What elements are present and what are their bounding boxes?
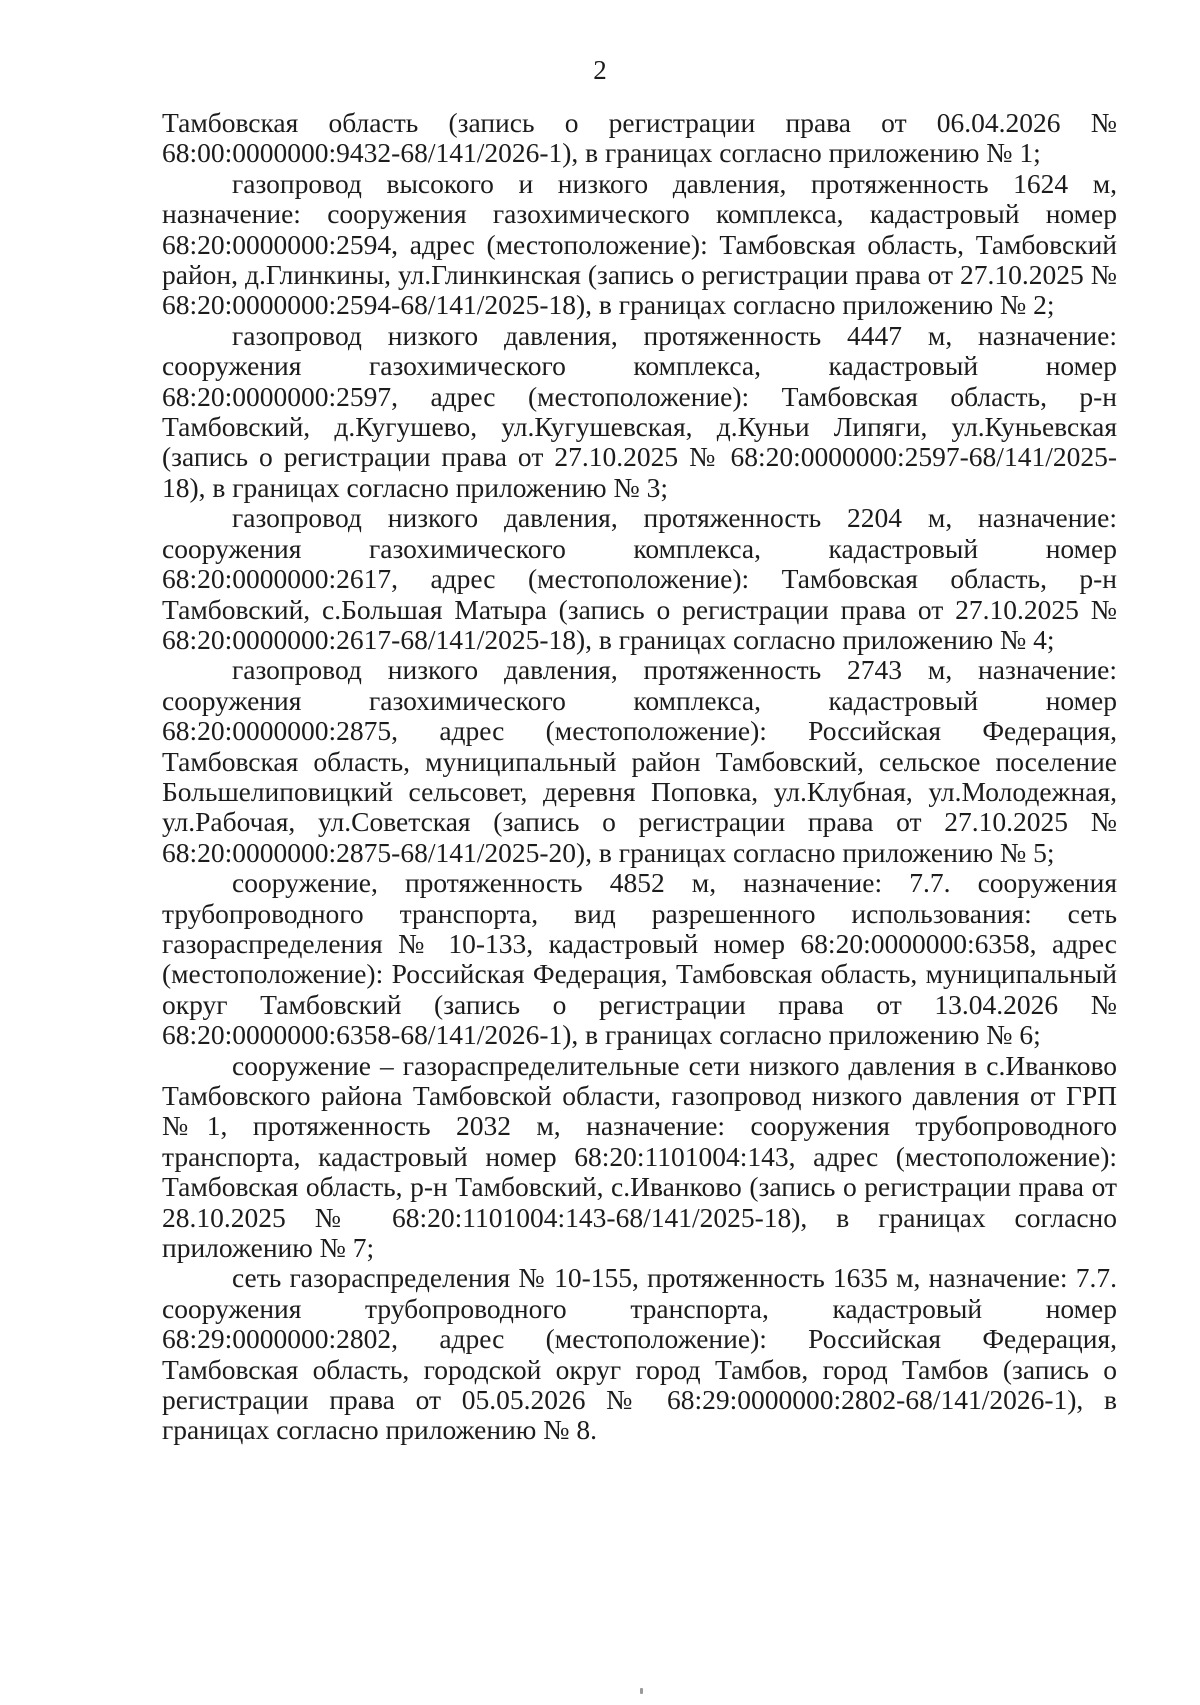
document-paragraph: сооружение – газораспределительные сети низкого давления в с.Иванково Тамбовского района Тамбовской области, газопровод низкого давления от ГРП №1, протяженность 2032 м, назначение: сооружения трубопроводного транспорта, кадастровый номер 68:20:1101004:143, адрес (местоположение): Тамбовская область, р-н Тамбовский, с.Иванково (запись о регистрации права от 28.10.2025 № 68:20:1101004:143-68/141/2025-18), в границах согласно приложению № 7; (162, 1049, 1117, 1264)
document-paragraph: Тамбовская область (запись о регистрации права от 06.04.2026 № 68:00:0000000:9432-68/141/2026-1), в границах согласно приложению № 1; (162, 107, 1117, 169)
document-paragraph: газопровод высокого и низкого давления, протяженность 1624 м, назначение: сооружения газохимического комплекса, кадастровый номер 68:20:0000000:2594, адрес (местоположение): Тамбовская область, Тамбовский район, д.Глинкины, ул.Глинкинская (запись о регистрации права от 27.10.2025 № 68:20:0000000:2594-68/141/2025-18), в границах согласно приложению № 2; (162, 167, 1117, 321)
document-paragraph: газопровод низкого давления, протяженность 4447 м, назначение: сооружения газохимического комплекса, кадастровый номер 68:20:0000000:2597, адрес (местоположение): Тамбовская область, р-н Тамбовский, д.Кугушево, ул.Кугушевская, д.Куньи Липяги, ул.Куньевская (запись о регистрации права от 27.10.2025 № 68:20:0000000:2597-68/141/2025-18), в границах согласно приложению № 3; (162, 319, 1117, 503)
document-paragraph: газопровод низкого давления, протяженность 2743 м, назначение: сооружения газохимического комплекса, кадастровый номер 68:20:0000000:2875, адрес (местоположение): Российская Федерация, Тамбовская область, муниципальный район Тамбовский, сельское поселение Большелиповицкий сельсовет, деревня Поповка, ул.Клубная, ул.Молодежная, ул.Рабочая, ул.Советская (запись о регистрации права от 27.10.2025 № 68:20:0000000:2875-68/141/2025-20), в границах согласно приложению № 5; (162, 654, 1117, 868)
document-paragraph: газопровод низкого давления, протяженность 2204 м, назначение: сооружения газохимического комплекса, кадастровый номер 68:20:0000000:2617, адрес (местоположение): Тамбовская область, р-н Тамбовский, с.Большая Матыра (запись о регистрации права от 27.10.2025 № 68:20:0000000:2617-68/141/2025-18), в границах согласно приложению № 4; (162, 502, 1117, 655)
document-paragraph: сеть газораспределения № 10-155, протяженность 1635 м, назначение: 7.7. сооружения трубопроводного транспорта, кадастровый номер 68:29:0000000:2802, адрес (местоположение): Российская Федерация, Тамбовская область, городской округ город Тамбов, город Тамбов (запись о регистрации права от 05.05.2026 № 68:29:0000000:2802-68/141/2026-1), в границах согласно приложению № 8. (162, 1262, 1117, 1446)
scan-artifact-dot (640, 1688, 643, 1694)
document-paragraph: сооружение, протяженность 4852 м, назначение: 7.7. сооружения трубопроводного транспорта, вид разрешенного использования: сеть газораспределения № 10-133, кадастровый номер 68:20:0000000:6358, адрес (местоположение): Российская Федерация, Тамбовская область, муниципальный округ Тамбовский (запись о регистрации права от 13.04.2026 № 68:20:0000000:6358-68/141/2026-1), в границах согласно приложению № 6; (162, 867, 1117, 1051)
document-body (162, 108, 1117, 1446)
page-number: 2 (593, 55, 607, 85)
